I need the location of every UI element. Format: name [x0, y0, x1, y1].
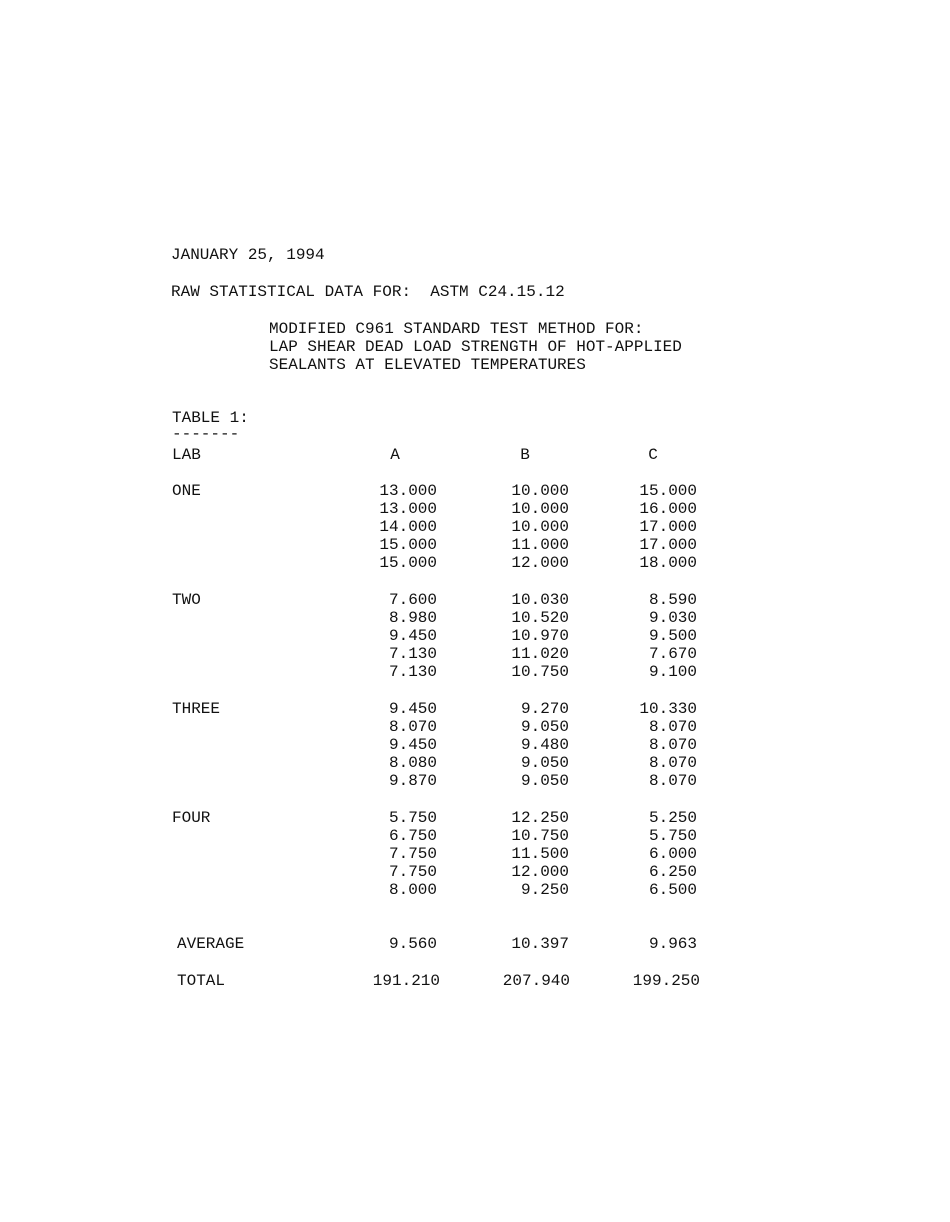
table-cell: 6.000 [648, 845, 697, 864]
table-cell: 9.963 [648, 935, 697, 953]
group-four-col-a [327, 809, 437, 899]
table-cell: 9.480 [520, 736, 569, 755]
average-value-c [587, 935, 697, 953]
table-cell: 18.000 [639, 554, 697, 573]
table-cell: 9.560 [388, 935, 437, 953]
table-cell: 7.670 [648, 645, 697, 664]
lab-label-four: FOUR [172, 809, 211, 827]
table-cell: 13.000 [379, 482, 437, 500]
table-cell: 10.000 [511, 518, 569, 537]
total-value-a [330, 972, 440, 990]
group-three-col-b [459, 700, 569, 790]
table-cell: 10.397 [511, 935, 569, 953]
table-cell: 11.000 [511, 536, 569, 555]
table-cell: 8.070 [648, 718, 697, 737]
group-one-col-a [327, 482, 437, 572]
table-cell: 10.970 [511, 627, 569, 646]
table-cell: 10.750 [511, 663, 569, 682]
table-label: TABLE 1: [172, 409, 249, 427]
table-cell: 6.750 [388, 827, 437, 846]
table-cell: 15.000 [639, 482, 697, 500]
table-cell: 7.750 [388, 863, 437, 882]
table-cell: 199.250 [632, 972, 700, 990]
table-cell: 5.250 [648, 809, 697, 827]
column-header-lab: LAB [172, 446, 201, 464]
total-value-c [590, 972, 700, 990]
table-cell: 8.000 [388, 881, 437, 900]
table-cell: 9.050 [520, 754, 569, 773]
table-cell: 14.000 [379, 518, 437, 537]
raw-data-heading: RAW STATISTICAL DATA FOR: ASTM C24.15.12 [171, 283, 565, 301]
method-title-line-1: MODIFIED C961 STANDARD TEST METHOD FOR: [269, 320, 644, 338]
table-cell: 15.000 [379, 554, 437, 573]
table-cell: 8.080 [388, 754, 437, 773]
table-cell: 12.000 [511, 863, 569, 882]
table-cell: 6.250 [648, 863, 697, 882]
table-cell: 7.130 [388, 645, 437, 664]
table-cell: 17.000 [639, 518, 697, 537]
table-cell: 9.450 [388, 736, 437, 755]
table-cell: 191.210 [372, 972, 440, 990]
total-value-b [460, 972, 570, 990]
group-two-col-b [459, 591, 569, 681]
column-header-b: B [520, 446, 530, 464]
table-cell: 10.750 [511, 827, 569, 846]
lab-label-two: TWO [172, 591, 201, 609]
table-cell: 10.000 [511, 500, 569, 519]
table-cell: 9.050 [520, 772, 569, 791]
table-label-underline: ------- [172, 425, 240, 443]
group-four-col-b [459, 809, 569, 899]
lab-label-three: THREE [172, 700, 221, 718]
table-cell: 10.520 [511, 609, 569, 628]
table-cell: 7.130 [388, 663, 437, 682]
method-title-block [269, 320, 682, 374]
column-header-c: C [648, 446, 658, 464]
document-date: JANUARY 25, 1994 [171, 246, 325, 264]
table-cell: 8.070 [648, 736, 697, 755]
table-cell: 7.750 [388, 845, 437, 864]
table-cell: 8.070 [388, 718, 437, 737]
group-three-col-a [327, 700, 437, 790]
table-cell: 11.500 [511, 845, 569, 864]
group-two-col-c [587, 591, 697, 681]
table-cell: 16.000 [639, 500, 697, 519]
lab-label-one: ONE [172, 482, 201, 500]
table-cell: 5.750 [388, 809, 437, 827]
group-two-col-a [327, 591, 437, 681]
table-cell: 5.750 [648, 827, 697, 846]
table-cell: 9.450 [388, 700, 437, 718]
table-cell: 9.050 [520, 718, 569, 737]
average-value-a [327, 935, 437, 953]
table-cell: 7.600 [388, 591, 437, 609]
table-cell: 9.030 [648, 609, 697, 628]
table-cell: 9.100 [648, 663, 697, 682]
column-header-a: A [390, 446, 400, 464]
table-cell: 8.070 [648, 754, 697, 773]
table-cell: 9.870 [388, 772, 437, 791]
table-cell: 8.980 [388, 609, 437, 628]
average-label: AVERAGE [177, 935, 245, 953]
group-three-col-c [587, 700, 697, 790]
table-cell: 9.500 [648, 627, 697, 646]
table-cell: 8.070 [648, 772, 697, 791]
group-four-col-c [587, 809, 697, 899]
table-cell: 17.000 [639, 536, 697, 555]
table-cell: 207.940 [502, 972, 570, 990]
table-cell: 12.250 [511, 809, 569, 827]
table-cell: 13.000 [379, 500, 437, 519]
table-cell: 9.450 [388, 627, 437, 646]
table-cell: 9.270 [520, 700, 569, 718]
group-one-col-c [587, 482, 697, 572]
table-cell: 8.590 [648, 591, 697, 609]
table-cell: 10.000 [511, 482, 569, 500]
total-label: TOTAL [177, 972, 226, 990]
table-cell: 12.000 [511, 554, 569, 573]
method-title-line-2: LAP SHEAR DEAD LOAD STRENGTH OF HOT-APPLIED [269, 338, 682, 356]
average-value-b [459, 935, 569, 953]
table-cell: 11.020 [511, 645, 569, 664]
table-cell: 10.330 [639, 700, 697, 718]
table-cell: 6.500 [648, 881, 697, 900]
table-cell: 10.030 [511, 591, 569, 609]
table-cell: 9.250 [520, 881, 569, 900]
table-cell: 15.000 [379, 536, 437, 555]
method-title-line-3: SEALANTS AT ELEVATED TEMPERATURES [269, 356, 586, 374]
group-one-col-b [459, 482, 569, 572]
